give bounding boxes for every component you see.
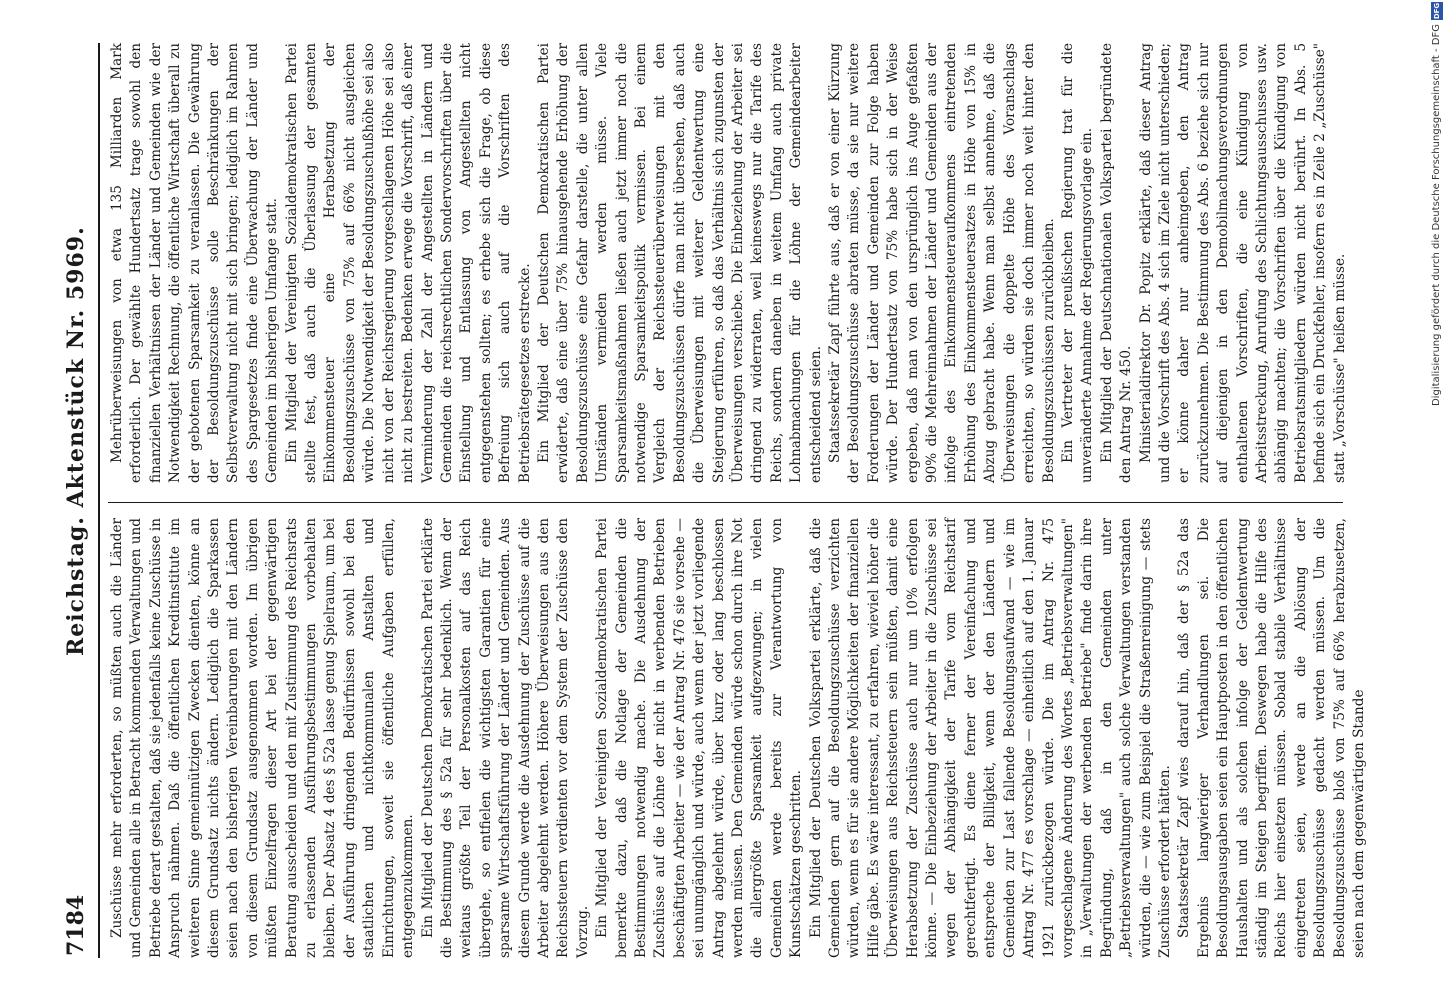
paragraph: Staatssekretär Zapf wies darauf hin, daß der § 52a das Ergebnis langwieriger Verhandlungen sei. Die Besoldungsausgaben seien ein Hauptposten in den öffentlichen Haushalten und als solchen infolge der Geldentwertung ständig im Steigen begriffen. Deswegen habe die Hilfe des Reichs hier einsetzen müssen. Sobald stabile Verhältnisse eingetreten seien, werde an die Ablösung der Besoldungszuschüsse gedacht werden müssen. Um die Besoldungszuschüsse bloß von 75% auf 66% herabzusetzen, seien nach dem gegenwärtigen Stande [1176,518,1367,958]
running-head: Reichstag. Aktenstück Nr. 5969. [63,226,89,656]
page-header [60,46,92,956]
paragraph: Ein Mitglied der Vereinigten Sozialdemokratischen Partei stellte fest, daß auch die Überlassung der gesamten Einkommensteuer eine Herabsetzung der Besoldungszuschüsse von 75% auf 66% nicht ausgleichen würde. Die Notwendigkeit der Besoldungszuschußhöhe sei also nicht von der Reichsregierung vorgeschlagenen Höhe sei also nicht zu bestreiten. Bedenken erwege die Vorschrift, daß einer Verminderung der Zahl der Angestellten in Ländern und Gemeinden die reichsrechtlichen Sondervorschriften über die Einstellung und Entlassung von Angestellten nicht entgegenstehen sollten; es erhebe sich die Frage, ob diese Befreiung sich auch auf die Vorschriften des Betriebsrätegesetzes erstrecke. [283,43,533,483]
paragraph: Zuschüsse mehr erforderten, so müßten auch die Länder und Gemeinden alle in Betracht kommenden Verwaltungen und Betriebe derart gestalten, daß sie jedenfalls keine Zuschüsse in Anspruch nähmen. Daß die öffentlichen Kreditinstitute im weiteren Sinne gemeinnützigen Zwecken dienten, könne an diesem Grundsatz nichts ändern. Lediglich die Sparkassen seien nach den bisherigen Vereinbarungen mit den Ländern von diesem Grundsatz ausgenommen worden. Im übrigen müßten Einzelfragen dieser Art bei der gegenwärtigen Beratung ausscheiden und den mit Zustimmung des Reichsrats zu erlassenden Ausführungsbestimmungen vorbehalten bleiben. Der Absatz 4 des § 52a lasse genug Spielraum, um bei der Ausführung dringenden Bedürfnissen sowohl bei den staatlichen und nichtkommunalen Anstalten und Einrichtungen, soweit sie öffentliche Aufgaben erfüllen, entgegenzukommen. [109,518,417,958]
paragraph: Ministerialdirektor Dr. Popitz erklärte, daß dieser Antrag und die Vorschrift des Abs. 4 sich im Ziele nicht unterschieden; er könne daher nur anheimgeben, den Antrag zurückzunehmen. Die Bestimmung des Abs. 6 beziehe sich nur auf diejenigen in den Demobilmachungsverordnungen enthaltenen Vorschriften, die eine Kündigung von Arbeitsstreckung, Anrufung des Schlichtungsausschusses usw. abhängig machten; die Vorschriften über die Kündigung von Betriebsratsmitgliedern würden nicht berührt. In Abs. 5 befinde sich ein Druckfehler, insofern es in Zeile 2 „Zuschüsse" statt „Vorschüsse" heißen müsse. [1137,43,1348,483]
paragraph: Ein Mitglied der Deutschen Volkspartei erklärte, daß die Gemeinden gern auf die Besoldungszuschüsse verzichten würden, wenn es für sie andere Möglichkeiten der finanziellen Hilfe gäbe. Es wäre interessant, zu erfahren, wieviel höher die Überweisungen aus Reichssteuern sein müßten, damit eine Herabsetzung der Zuschüsse auch nur um 10% erfolgen könne. — Die Einbeziehung der Arbeiter in die Zuschüsse sei wegen der Abhängigkeit der Tarife vom Reichstarif gerechtfertigt. Es diene ferner der Vereinfachung und entspreche der Billigkeit, wenn der den Ländern und Gemeinden zur Last fallende Besoldungsaufwand — wie im Antrag Nr. 477 es vorschlage — einheitlich auf den 1. Januar 1921 zurückbezogen würde. Die im Antrag Nr. 475 vorgeschlagene Änderung des Wortes „Betriebsverwaltungen" in „Verwaltungen der werbenden Betriebe" finde darin ihre Begründung, daß in den Gemeinden unter „Betriebsverwaltungen" auch solche Verwaltungen verstanden würden, die — wie zum Beispiel die Straßenreinigung — stets Zuschüsse erfordert hätten. [807,518,1173,958]
header-rule [98,43,100,958]
rotated-document-page [60,33,1367,968]
paragraph: Staatssekretär Zapf führte aus, daß er von einer Kürzung der Besoldungszuschüsse abraten müsse, da sie nur weitere Forderungen der Länder und Gemeinden zur Folge haben würde. Der Hundertsatz von 75% habe sich in der Weise ergeben, daß man von den ursprünglich ins Auge gefaßten 90% die Mehreinnahmen der Länder und Gemeinden aus der infolge des Einkommensteueraufkommens eintretenden Erhöhung des Einkommensteuersatzes in Höhe von 15% in Abzug gebracht habe. Wenn man selbst annehme, daß die Überweisungen die doppelte Höhe des Voranschlags erreichten, so würden sie doch immer noch weit hinter den Besoldungszuschüssen zurückbleiben. [827,43,1057,483]
paragraph: Ein Mitglied der Vereinigten Sozialdemokratischen Partei bemerkte dazu, daß die Notlage der Gemeinden die Bestimmungen notwendig mache. Die Ausdehnung der Zuschüsse auf die Löhne der nicht in werbenden Betrieben beschäftigten Arbeiter — wie der Antrag Nr. 476 sie vorsehe — sei unumgänglich und würde, auch wenn der jetzt vorliegende Antrag abgelehnt würde, über kurz oder lang beschlossen werden müssen. Den Gemeinden würde schon durch ihre Not die allergrößte Sparsamkeit aufgezwungen; in vielen Gemeinden werde bereits zur Verantwortung von Kunstschätzen geschritten. [594,518,805,958]
paragraph: Ein Mitglied der Deutschnationalen Volkspartei begründete den Antrag Nr. 450. [1098,43,1135,483]
text-column-right [108,43,1348,483]
paragraph: Ein Vertreter der preußischen Regierung trat für die unveränderte Annahme der Regierungsvorlage ein. [1059,43,1096,483]
paragraph: Ein Mitglied der Deutschen Demokratischen Partei erwiderte, daß eine über 75% hinausgehende Erhöhung der Besoldungszuschüsse eine Gefahr darstelle, die unter allen Umständen vermieden werden müsse. Viele Sparsamkeitsmaßnahmen ließen auch jetzt immer noch die notwendige Sparsamkeitspolitik vermissen. Bei einem Vergleich der Reichssteuerüberweisungen mit den Besoldungszuschüssen dürfe man nicht übersehen, daß auch die Überweisungen mit weiterer Geldentwertung eine Steigerung erführen, so daß das Verhältnis sich zugunsten der Überweisungen verschiebe. Die Einbeziehung der Arbeiter sei dringend zu widerraten, weil keineswegs nur die Tarife des Reichs, sondern daneben in weitem Umfang auch private Lohnabmachungen für die Löhne der Gemeindearbeiter entscheidend seien. [535,43,824,483]
page-number: 7184 [63,894,89,956]
paragraph: Mehrüberweisungen von etwa 135 Milliarden Mark erforderlich. Der gewählte Hundertsatz trage sowohl den finanziellen Verhältnissen der Länder und Gemeinden wie der Notwendigkeit Rechnung, die öffentliche Wirtschaft überall zu der gebotenen Sparsamkeit zu veranlassen. Die Gewährung der Besoldungszuschüsse solle Beschränkungen der Selbstverwaltung nicht mit sich bringen; lediglich im Rahmen des Spargesetzes finde eine Überwachung der Länder und Gemeinden im bisherigen Umfange statt. [109,43,281,483]
dfg-logo: DFG [1433,2,1441,20]
text-column-left [108,518,1367,958]
column-divider [108,502,1343,503]
dfg-funding-notice [1430,2,1444,992]
dfg-notice-text: Digitalisierung gefördert durch die Deutsche Forschungsgemeinschaft - DFG [1431,24,1442,407]
paragraph: Ein Mitglied der Deutschen Demokratischen Partei erklärte die Bestimmung des § 52a für sehr bedenklich. Wenn der weitaus größte Teil der Personalkosten auf das Reich übergehe, so entfielen die wichtigsten Garantien für eine sparsame Wirtschaftsführung der Länder und Gemeinden. Aus diesem Grunde werde die Ausdehnung der Zuschüsse auf die Arbeiter abgelehnt werden. Höhere Überweisungen aus den Reichssteuern verdienten vor dem System der Zuschüsse den Vorzug. [419,518,591,958]
